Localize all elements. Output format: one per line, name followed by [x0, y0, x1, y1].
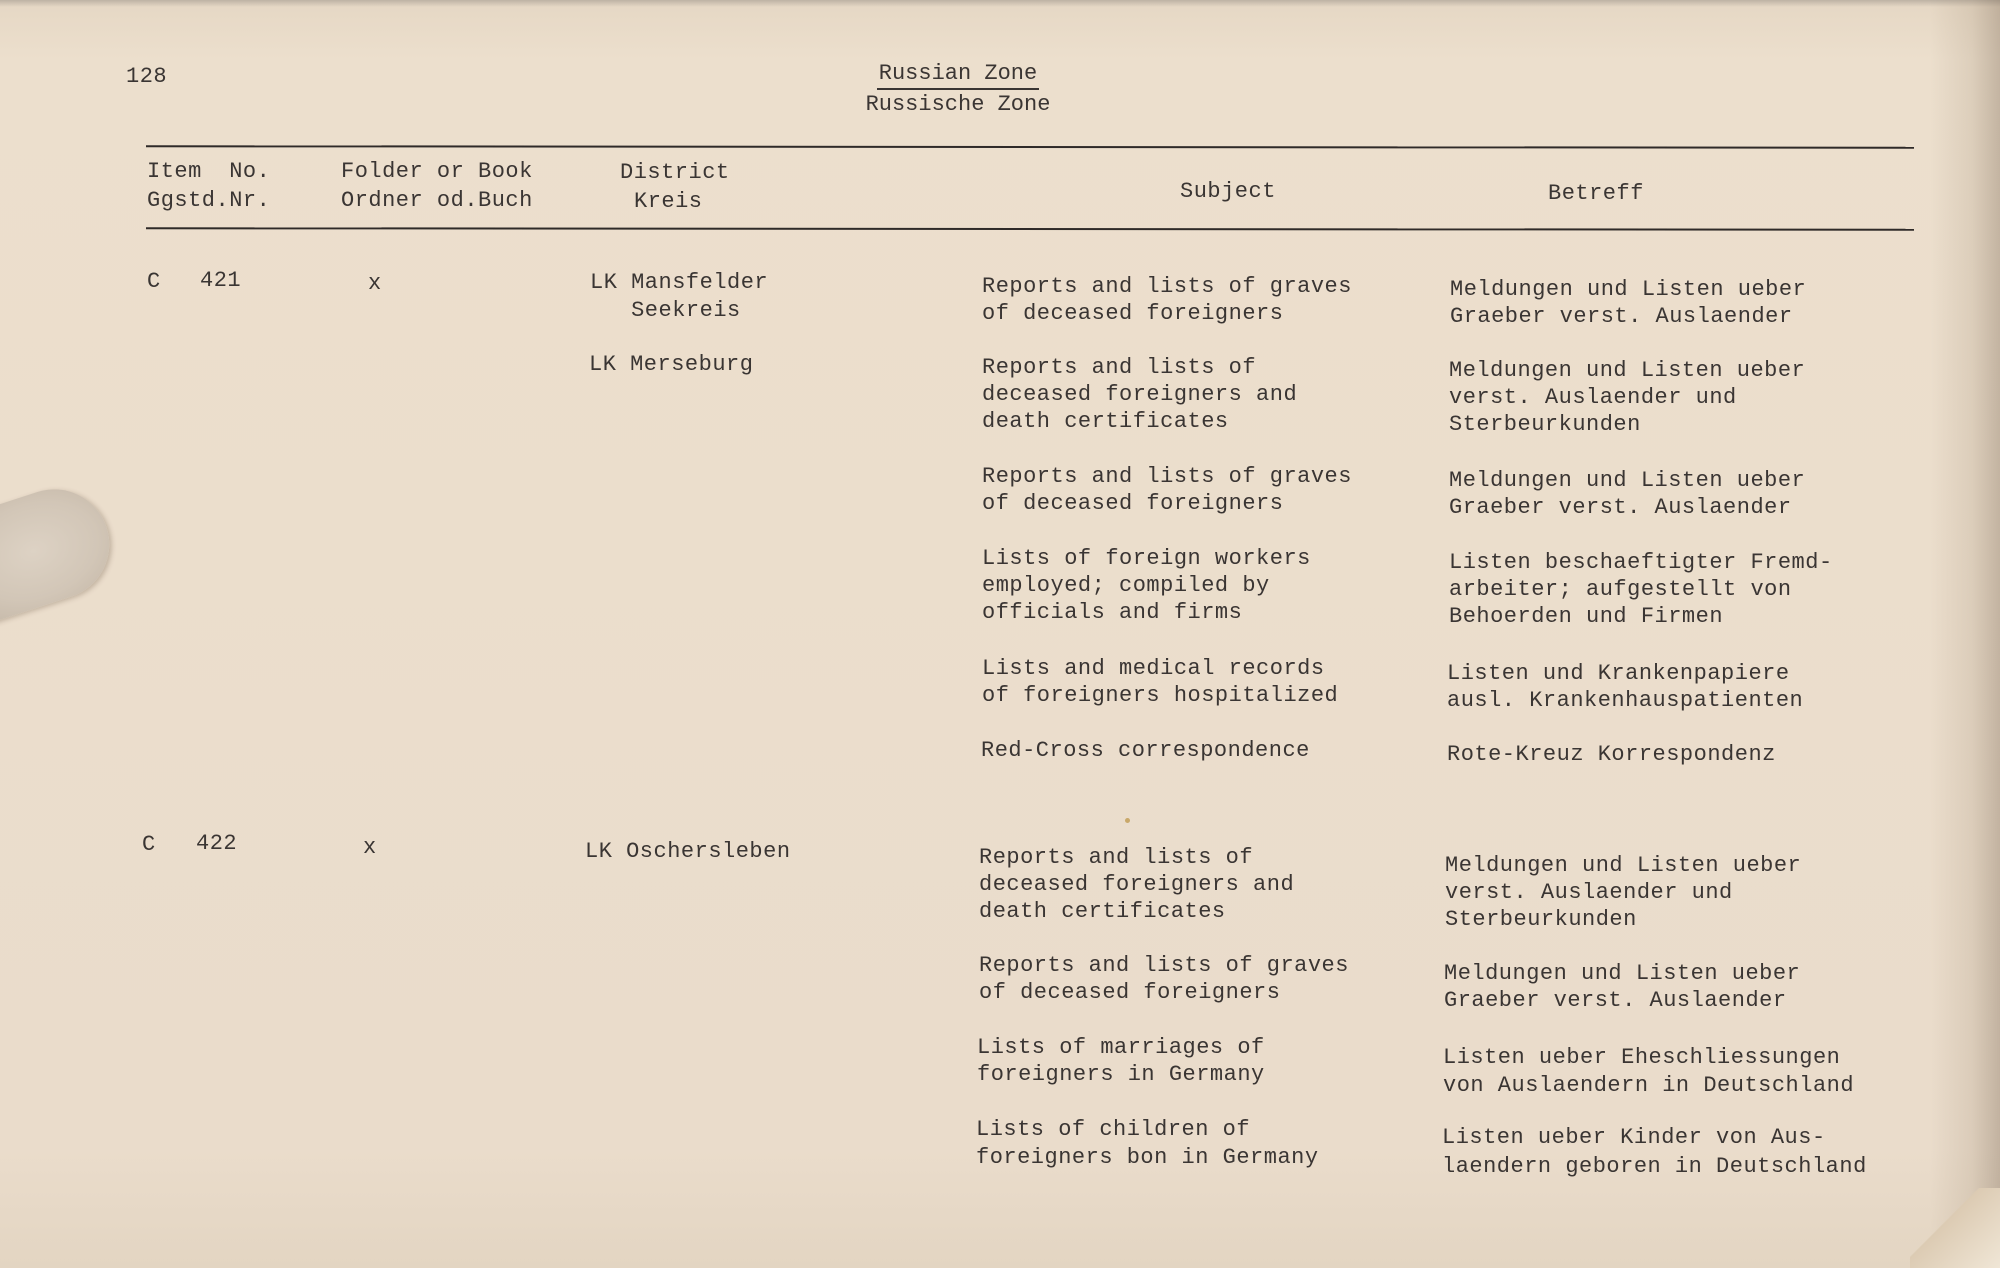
item-number: 421 [200, 268, 242, 293]
betreff-line: arbeiter; aufgestellt von [1449, 577, 1792, 602]
column-header-item-en: Item No. [147, 159, 271, 184]
subject-line: death certificates [982, 409, 1229, 434]
item-letter: C [147, 269, 161, 294]
subject-line: employed; compiled by [982, 573, 1270, 598]
betreff-line: Sterbeurkunden [1449, 412, 1641, 437]
district-name: LK Merseburg [589, 352, 754, 377]
betreff-line: laendern geboren in Deutschland [1442, 1154, 1867, 1179]
subject-line: of deceased foreigners [982, 301, 1284, 326]
page-edge-shadow [1930, 0, 2000, 1268]
subject-line: Reports and lists of graves [979, 953, 1349, 978]
subject-line: Lists of marriages of [977, 1035, 1265, 1060]
subject-line: foreigners bon in Germany [976, 1145, 1319, 1170]
folder-mark: x [368, 271, 382, 296]
page-title [858, 60, 1058, 120]
column-header-folder-en: Folder or Book [341, 159, 533, 184]
betreff-line: Listen beschaeftigter Fremd- [1449, 550, 1833, 575]
district-name: LK Mansfelder [590, 270, 769, 295]
subject-line: Reports and lists of graves [982, 464, 1352, 489]
item-number: 422 [196, 831, 238, 856]
page-number: 128 [126, 64, 168, 89]
betreff-line: Graeber verst. Auslaender [1450, 304, 1793, 329]
page-corner-curl [1910, 1188, 2000, 1268]
title-german: Russische Zone [865, 92, 1051, 117]
subject-line: officials and firms [982, 600, 1243, 625]
subject-line: foreigners in Germany [977, 1062, 1265, 1087]
betreff-line: verst. Auslaender und [1445, 880, 1733, 905]
district-name: Seekreis [590, 298, 741, 323]
betreff-line: von Auslaendern in Deutschland [1443, 1073, 1855, 1098]
column-header-district-en: District [620, 160, 730, 185]
betreff-line: Graeber verst. Auslaender [1449, 495, 1792, 520]
subject-line: Lists of children of [976, 1117, 1251, 1142]
column-header-folder-de: Ordner od.Buch [341, 188, 533, 213]
subject-line: of deceased foreigners [982, 491, 1284, 516]
betreff-line: Sterbeurkunden [1445, 907, 1637, 932]
betreff-line: Listen ueber Kinder von Aus- [1442, 1125, 1826, 1150]
subject-line: Lists of foreign workers [982, 546, 1311, 571]
paper-clip [0, 475, 124, 623]
column-header-item-de: Ggstd.Nr. [147, 188, 271, 213]
column-header-subject: Subject [1180, 179, 1276, 204]
column-header-district-de: Kreis [634, 189, 703, 214]
subject-line: deceased foreigners and [982, 382, 1298, 407]
subject-line: of foreigners hospitalized [982, 683, 1339, 708]
betreff-line: Listen und Krankenpapiere [1447, 661, 1790, 686]
title-english: Russian Zone [877, 60, 1039, 90]
betreff-line: Meldungen und Listen ueber [1444, 961, 1801, 986]
header-top-rule [146, 145, 1914, 149]
column-header-betreff: Betreff [1548, 181, 1644, 206]
subject-line: Reports and lists of [982, 355, 1257, 380]
item-letter: C [142, 832, 156, 857]
betreff-line: Behoerden und Firmen [1449, 604, 1724, 629]
betreff-line: Meldungen und Listen ueber [1450, 277, 1807, 302]
subject-line: Reports and lists of [979, 845, 1254, 870]
subject-line: deceased foreigners and [979, 872, 1295, 897]
subject-line: Lists and medical records [982, 656, 1325, 681]
betreff-line: Meldungen und Listen ueber [1445, 853, 1802, 878]
betreff-line: Listen ueber Eheschliessungen [1443, 1045, 1841, 1070]
betreff-line: Meldungen und Listen ueber [1449, 358, 1806, 383]
betreff-line: verst. Auslaender und [1449, 385, 1737, 410]
betreff-line: ausl. Krankenhauspatienten [1447, 688, 1804, 713]
subject-line: of deceased foreigners [979, 980, 1281, 1005]
subject-line: death certificates [979, 899, 1226, 924]
district-name: LK Oschersleben [585, 839, 791, 864]
header-bottom-rule [146, 227, 1914, 231]
betreff-line: Rote-Kreuz Korrespondenz [1447, 742, 1776, 767]
subject-line: Red-Cross correspondence [981, 738, 1310, 763]
ink-speck [1125, 818, 1130, 823]
folder-mark: x [363, 835, 377, 860]
betreff-line: Meldungen und Listen ueber [1449, 468, 1806, 493]
subject-line: Reports and lists of graves [982, 274, 1352, 299]
betreff-line: Graeber verst. Auslaender [1444, 988, 1787, 1013]
